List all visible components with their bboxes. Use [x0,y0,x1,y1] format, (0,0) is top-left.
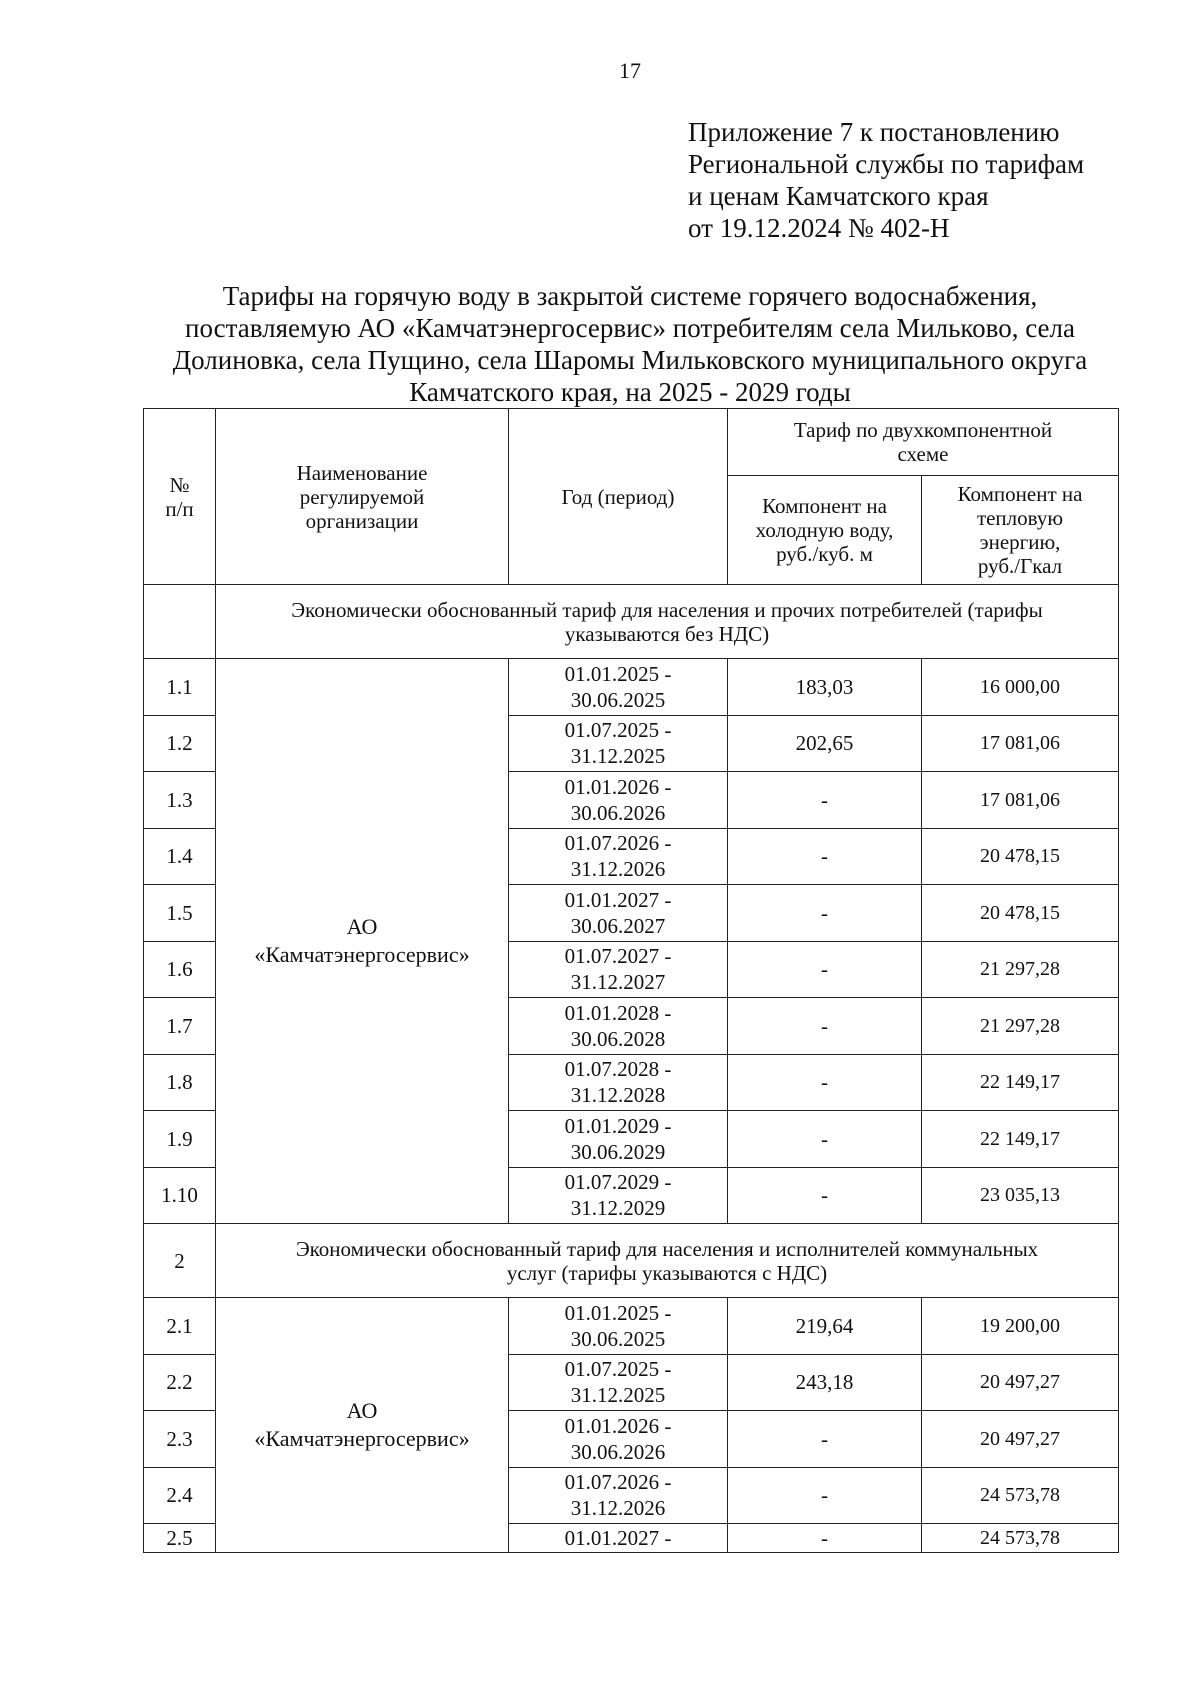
header-cold-water [728,476,922,585]
header-text: организации [305,508,419,533]
table-row [144,659,1119,716]
period-cell [509,941,728,998]
header-period [509,409,728,585]
header-text: Год (период) [561,484,675,509]
header-text: руб./куб. м [776,542,873,566]
period-cell [509,1524,728,1553]
row-num: 2.5 [144,1524,216,1553]
organization-text: «Камчатэнергосервис» [254,1426,470,1451]
heat-energy-value: 24 573,78 [922,1467,1119,1524]
document-title [130,280,1130,408]
row-num: 1.1 [144,659,216,716]
header-text: Компонент на [762,494,887,518]
cold-water-value: - [728,1054,922,1111]
period-from: 01.07.2026 - [564,831,672,856]
cold-water-value: - [728,885,922,942]
cold-water-value: - [728,941,922,998]
period-cell [509,998,728,1055]
header-heat-energy [922,476,1119,585]
appendix-line: Региональной службы по тарифам [688,149,1085,179]
tariff-table [143,408,1119,1553]
period-cell [509,1167,728,1224]
section-title [216,585,1119,659]
header-text: регулируемой [299,484,425,509]
period-to: 31.12.2028 [570,1083,666,1108]
section-text: услуг (тарифы указываются с НДС) [506,1260,828,1285]
row-num: 1.3 [144,772,216,829]
period-to: 30.06.2026 [570,800,666,825]
header-text: Наименование [296,460,428,485]
organization-cell [216,1298,509,1553]
title-line: Долиновка, села Пущино, села Шаромы Мильковского муниципального округа [172,345,1088,375]
period-cell [509,1354,728,1411]
organization-text: «Камчатэнергосервис» [254,942,470,967]
cold-water-value: 183,03 [728,659,922,716]
heat-energy-value: 19 200,00 [922,1298,1119,1355]
section-row [144,585,1119,659]
organization-text: АО [346,914,378,939]
period-cell [509,1467,728,1524]
period-to: 30.06.2026 [570,1439,666,1464]
cold-water-value: 202,65 [728,715,922,772]
period-from: 01.01.2028 - [564,1000,672,1025]
cold-water-value: 219,64 [728,1298,922,1355]
period-from: 01.01.2026 - [564,774,672,799]
heat-energy-value: 22 149,17 [922,1111,1119,1168]
period-from: 01.01.2027 - [564,1526,672,1550]
heat-energy-value: 20 497,27 [922,1354,1119,1411]
organization-text: АО [346,1398,378,1423]
header-text: энергию, [979,530,1061,554]
period-to: 30.06.2025 [570,1326,666,1351]
title-line: поставляемую АО «Камчатэнергосервис» потребителям села Мильково, села [185,313,1075,343]
cold-water-value: - [728,828,922,885]
period-to: 31.12.2026 [570,1496,666,1521]
period-cell [509,828,728,885]
period-to: 31.12.2026 [570,857,666,882]
cold-water-value: - [728,1167,922,1224]
section-num [144,585,216,659]
header-organization [216,409,509,585]
cold-water-value: - [728,1411,922,1468]
cold-water-value: - [728,998,922,1055]
section-row [144,1224,1119,1298]
period-from: 01.07.2028 - [564,1057,672,1082]
period-to: 30.06.2028 [570,1026,666,1051]
heat-energy-value: 24 573,78 [922,1524,1119,1553]
heat-energy-value: 21 297,28 [922,998,1119,1055]
cold-water-value: - [728,1467,922,1524]
period-to: 31.12.2027 [570,970,666,995]
period-from: 01.07.2026 - [564,1470,672,1495]
header-row [144,409,1119,476]
row-num: 1.6 [144,941,216,998]
period-from: 01.01.2029 - [564,1113,672,1138]
section-num: 2 [144,1224,216,1298]
organization-cell [216,659,509,1224]
period-to: 31.12.2025 [570,744,666,769]
period-cell [509,1111,728,1168]
heat-energy-value: 22 149,17 [922,1054,1119,1111]
period-from: 01.01.2025 - [564,1300,672,1325]
cold-water-value: - [728,772,922,829]
period-cell [509,1054,728,1111]
period-from: 01.07.2029 - [564,1170,672,1195]
title-line: Камчатского края, на 2025 - 2029 годы [409,377,851,407]
header-text: тепловую [976,506,1064,530]
section-title [216,1224,1119,1298]
heat-energy-value: 17 081,06 [922,772,1119,829]
heat-energy-value: 17 081,06 [922,715,1119,772]
header-text: Тариф по двухкомпонентной [793,418,1053,442]
header-num [144,409,216,585]
row-num: 2.1 [144,1298,216,1355]
row-num: 1.4 [144,828,216,885]
title-line: Тарифы на горячую воду в закрытой системе горячего водоснабжения, [222,281,1038,311]
header-text: схеме [897,442,949,466]
section-text: Экономически обоснованный тариф для населения и исполнителей коммунальных [295,1236,1039,1261]
period-cell [509,1411,728,1468]
section-text: Экономически обоснованный тариф для населения и прочих потребителей (тарифы [291,597,1043,622]
appendix-line: и ценам Камчатского края [688,181,989,211]
period-from: 01.07.2025 - [564,1357,672,1382]
period-cell [509,885,728,942]
heat-energy-value: 21 297,28 [922,941,1119,998]
header-text: № [169,472,190,497]
page-number: 17 [619,58,641,83]
appendix-reference [688,116,1084,244]
period-cell [509,659,728,716]
row-num: 1.7 [144,998,216,1055]
table-row [144,1298,1119,1355]
period-from: 01.07.2025 - [564,718,672,743]
period-from: 01.01.2027 - [564,887,672,912]
heat-energy-value: 23 035,13 [922,1167,1119,1224]
period-to: 31.12.2025 [570,1383,666,1408]
row-num: 2.2 [144,1354,216,1411]
heat-energy-value: 20 497,27 [922,1411,1119,1468]
row-num: 1.9 [144,1111,216,1168]
period-cell [509,772,728,829]
cold-water-value: - [728,1524,922,1553]
heat-energy-value: 16 000,00 [922,659,1119,716]
row-num: 2.3 [144,1411,216,1468]
period-to: 30.06.2027 [570,913,666,938]
row-num: 1.8 [144,1054,216,1111]
row-num: 2.4 [144,1467,216,1524]
row-num: 1.2 [144,715,216,772]
period-cell [509,1298,728,1355]
period-from: 01.07.2027 - [564,944,672,969]
period-from: 01.01.2025 - [564,661,672,686]
heat-energy-value: 20 478,15 [922,885,1119,942]
section-text: указываются без НДС) [564,621,770,646]
period-to: 30.06.2025 [570,687,666,712]
appendix-line: Приложение 7 к постановлению [688,117,1060,147]
header-text: холодную воду, [755,518,894,542]
period-to: 30.06.2029 [570,1139,666,1164]
row-num: 1.10 [144,1167,216,1224]
row-num: 1.5 [144,885,216,942]
cold-water-value: 243,18 [728,1354,922,1411]
period-to: 31.12.2029 [570,1196,666,1221]
period-from: 01.01.2026 - [564,1413,672,1438]
period-cell [509,715,728,772]
appendix-line: от 19.12.2024 № 402-Н [688,213,950,243]
header-text: п/п [165,496,194,521]
header-text: Компонент на [957,482,1083,506]
heat-energy-value: 20 478,15 [922,828,1119,885]
header-tariff [728,409,1119,476]
cold-water-value: - [728,1111,922,1168]
header-text: руб./Гкал [977,554,1063,578]
